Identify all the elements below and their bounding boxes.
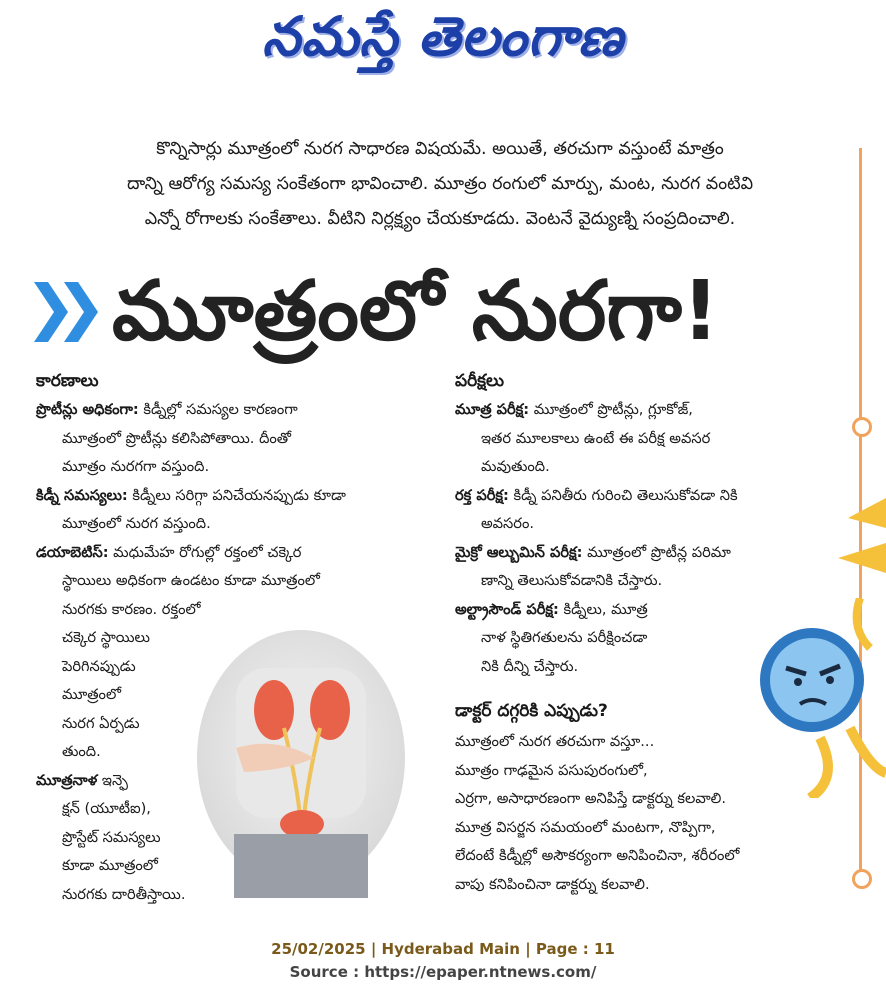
- intro-line: ఎన్నో రోగాలకు సంకేతాలు. వీటిని నిర్లక్ష్యం చేయకూడదు. వెంటనే వైద్యుణ్ని సంప్రదించాలి.: [144, 209, 736, 229]
- text-line: [36, 567, 346, 596]
- term-text: మూత్రంలో ప్రొటీన్లు కలిసిపోతాయి. దీంతో: [62, 429, 292, 447]
- text-line: [455, 653, 738, 682]
- term-text: నాళ స్థితిగతులను పరీక్షించడా: [481, 629, 648, 646]
- text-line: లేదంటే కిడ్నీల్లో అసౌకర్యంగా అనిపించినా, శరీరంలో: [455, 847, 740, 864]
- intro-line: దాన్ని ఆరోగ్య సమస్య సంకేతంగా భావించాలి. మూత్రం రంగులో మార్పు, మంట, నురగ వంటివి: [126, 174, 754, 194]
- term-label: అల్ట్రాసౌండ్ పరీక్ష:: [455, 600, 559, 618]
- term-text: మూత్రంలో ప్రొటీన్ల పరిమా: [582, 543, 731, 561]
- text-line: మూత్ర విసర్జన సమయంలో మంటగా, నొప్పిగా,: [455, 818, 716, 836]
- term-text: నికి దీన్ని చేస్తారు.: [481, 657, 579, 675]
- term-label: ప్రొటీన్లు అధికంగా:: [36, 401, 139, 418]
- text-line: [455, 425, 738, 454]
- text-line: [36, 539, 346, 568]
- newspaper-masthead: నమస్తే తెలంగాణ: [262, 5, 624, 68]
- text-line: [455, 567, 738, 596]
- doctor-heading: డాక్టర్ దగ్గరికి ఎప్పుడు?: [455, 701, 608, 721]
- text-line: [36, 510, 346, 539]
- term-text: కిడ్నీలు సరిగ్గా పనిచేయనప్పుడు కూడా: [127, 486, 346, 504]
- page-footer: [0, 938, 886, 984]
- term-text: ప్రొస్టేట్ సమస్యలు: [62, 828, 161, 846]
- text-line: [36, 482, 346, 511]
- term-label: రక్త పరీక్ష:: [455, 486, 509, 504]
- term-text: కిడ్నీల్లో సమస్యల కారణంగా: [138, 401, 298, 418]
- term-text: పెరిగినప్పుడు: [62, 657, 136, 675]
- term-text: మూత్రంలో నురగ వస్తుంది.: [62, 515, 211, 532]
- text-line: [36, 425, 346, 454]
- text-line: [455, 482, 738, 511]
- sun-ray-decoration: [828, 488, 886, 588]
- term-text: మవుతుంది.: [481, 458, 550, 475]
- text-line: [455, 396, 738, 425]
- text-line: [455, 596, 738, 625]
- causes-heading: కారణాలు: [36, 371, 99, 391]
- text-line: ఎర్రగా, అసాధారణంగా అనిపిస్తే డాక్టర్ను కలవాలి.: [455, 790, 726, 807]
- decorative-dot: [852, 417, 872, 437]
- text-line: [455, 510, 738, 539]
- text-line: [36, 396, 346, 425]
- term-text: కూడా మూత్రంలో: [62, 857, 158, 874]
- kidney-illustration: [196, 628, 406, 898]
- term-label: మైక్రో ఆల్బుమిన్ పరీక్ష:: [455, 543, 583, 561]
- footer-source-line: Source : https://epaper.ntnews.com/: [289, 963, 597, 981]
- term-text: మూత్రంలో ప్రొటీన్లు, గ్లూకోజ్,: [529, 401, 693, 418]
- term-text: ఇతర మూలకాలు ఉంటే ఈ పరీక్ష అవసర: [481, 429, 711, 447]
- term-text: క్షన్ (యూటీఐ),: [62, 800, 151, 817]
- term-text: స్థాయిలు అధికంగా ఉండటం కూడా మూత్రంలో: [62, 572, 320, 589]
- term-label: డయాబెటిస్:: [36, 543, 109, 561]
- text-line: [455, 453, 738, 482]
- term-label: మూత్రనాళ: [36, 771, 98, 789]
- text-line: [36, 596, 346, 625]
- term-text: మధుమేహ రోగుల్లో రక్తంలో చక్కెర: [108, 543, 302, 561]
- term-text: అవసరం.: [481, 515, 534, 532]
- term-text: ణాన్ని తెలుసుకోవడానికి చేస్తారు.: [481, 572, 663, 589]
- term-text: ఇన్ఫె: [97, 771, 128, 789]
- doctor-list: [455, 728, 739, 899]
- germ-character-icon: [750, 598, 886, 798]
- term-text: చక్కెర స్థాయిలు: [62, 629, 150, 646]
- term-text: నురగ ఏర్పడు: [62, 714, 140, 732]
- intro-paragraph: [40, 132, 840, 237]
- term-text: మూత్రం నురగగా వస్తుంది.: [62, 458, 210, 475]
- term-text: నురగకు కారణం. రక్తంలో: [62, 600, 201, 618]
- double-chevron-icon: [34, 282, 104, 342]
- decorative-dot: [852, 869, 872, 889]
- text-line: [36, 453, 346, 482]
- footer-date-line: 25/02/2025 | Hyderabad Main | Page : 11: [271, 940, 615, 958]
- term-text: మూత్రంలో: [62, 686, 121, 703]
- term-text: తుంది.: [62, 743, 101, 760]
- intro-line: కొన్నిసార్లు మూత్రంలో నురగ సాధారణ విషయమే. అయితే, తరచుగా వస్తుంటే మాత్రం: [156, 139, 724, 159]
- text-line: మూత్రం గాఢమైన పసుపురంగులో,: [455, 761, 648, 779]
- text-line: మూత్రంలో నురగ తరచుగా వస్తూ...: [455, 733, 655, 750]
- term-text: నురగకు దారితీస్తాయి.: [62, 885, 186, 903]
- term-text: కిడ్నీలు, మూత్ర: [558, 600, 648, 618]
- tests-heading: పరీక్షలు: [455, 371, 504, 391]
- term-label: కిడ్నీ సమస్యలు:: [36, 486, 128, 504]
- headline: మూత్రంలో నురగా!: [112, 264, 720, 359]
- term-text: కిడ్నీ పనితీరు గురించి తెలుసుకోవడా నికి: [508, 486, 738, 504]
- text-line: వాపు కనిపించినా డాక్టర్ను కలవాలి.: [455, 875, 650, 893]
- text-line: [455, 539, 738, 568]
- text-line: [455, 624, 738, 653]
- tests-list: [455, 396, 738, 681]
- term-label: మూత్ర పరీక్ష:: [455, 401, 530, 418]
